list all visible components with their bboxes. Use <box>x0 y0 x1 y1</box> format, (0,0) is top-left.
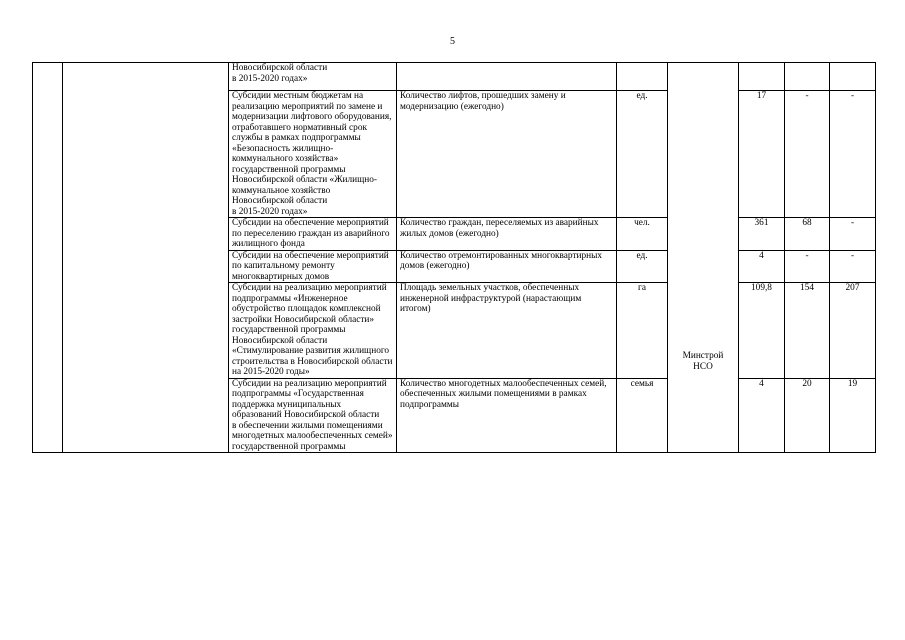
measure-name-cell: Субсидии на обеспечение мероприятий по переселению граждан из аварийного жилищного фонда <box>229 218 397 251</box>
value-2-cell: 154 <box>785 283 830 379</box>
table-row <box>33 63 876 91</box>
unit-cell: ед. <box>617 250 668 283</box>
value-1-cell <box>739 63 785 91</box>
value-2-cell: - <box>785 91 830 218</box>
unit-cell: семья <box>617 378 668 453</box>
measure-name-cell: Субсидии на обеспечение мероприятий по капитальному ремонту многоквартирных домов <box>229 250 397 283</box>
measure-name-cell: Субсидии на реализацию мероприятий подпрограммы «Государственная поддержка муниципальных образований Новосибирской области в обеспечении жилыми помещениями многодетных малообеспеченных семей» государственной программы <box>229 378 397 453</box>
value-2-cell: 68 <box>785 218 830 251</box>
value-1-cell: 361 <box>739 218 785 251</box>
value-2-cell: - <box>785 250 830 283</box>
indicator-cell: Количество лифтов, прошедших замену и модернизацию (ежегодно) <box>397 91 617 218</box>
value-3-cell: - <box>830 218 876 251</box>
value-1-cell: 109,8 <box>739 283 785 379</box>
indicator-cell: Площадь земельных участков, обеспеченных инженерной инфраструктурой (нарастающим итогом) <box>397 283 617 379</box>
value-3-cell: 207 <box>830 283 876 379</box>
indicator-cell: Количество граждан, переселяемых из аварийных жилых домов (ежегодно) <box>397 218 617 251</box>
measure-name-cell: Новосибирской области в 2015-2020 годах» <box>229 63 397 91</box>
value-1-cell: 17 <box>739 91 785 218</box>
indicator-cell <box>397 63 617 91</box>
value-1-cell: 4 <box>739 378 785 453</box>
value-2-cell: 20 <box>785 378 830 453</box>
col-b-cell <box>63 63 229 453</box>
col-a-cell <box>33 63 63 453</box>
indicator-cell: Количество отремонтированных многоквартирных домов (ежегодно) <box>397 250 617 283</box>
measure-name-cell: Субсидии на реализацию мероприятий подпрограммы «Инженерное обустройство площадок комплексной застройки Новосибирской области» государственной программы Новосибирской области «Стимулирование развития жилищного строительства в Новосибирской области на 2015-2020 годы» <box>229 283 397 379</box>
unit-cell: ед. <box>617 91 668 218</box>
unit-cell <box>617 63 668 91</box>
value-1-cell: 4 <box>739 250 785 283</box>
page-number: 5 <box>450 36 455 47</box>
value-2-cell <box>785 63 830 91</box>
unit-cell: га <box>617 283 668 379</box>
owner-text: Минстрой НСО <box>682 351 724 372</box>
value-3-cell: - <box>830 250 876 283</box>
value-3-cell: - <box>830 91 876 218</box>
owner-cell <box>668 63 739 453</box>
indicators-table <box>32 62 876 453</box>
indicator-cell: Количество многодетных малообеспеченных семей, обеспеченных жилыми помещениями в рамках подпрограммы <box>397 378 617 453</box>
value-3-cell <box>830 63 876 91</box>
value-3-cell: 19 <box>830 378 876 453</box>
unit-cell: чел. <box>617 218 668 251</box>
measure-name-cell: Субсидии местным бюджетам на реализацию мероприятий по замене и модернизации лифтового оборудования, отработавшего нормативный срок службы в рамках подпрограммы «Безопасность жилищно-коммунального хозяйства» государственной программы Новосибирской области «Жилищно-коммунальное хозяйство Новосибирской области в 2015-2020 годах» <box>229 91 397 218</box>
